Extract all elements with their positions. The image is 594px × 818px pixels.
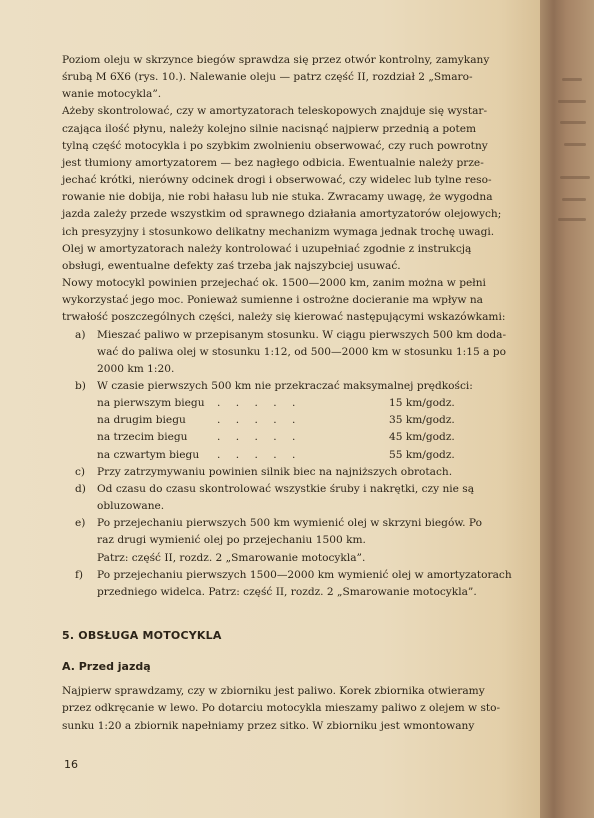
speed-table <box>62 395 528 464</box>
section-title: 5. OBSŁUGA MOTOCYKLA <box>62 629 222 642</box>
list-item: c) Przy zatrzymywaniu powinien silnik biec na najniższych obrotach. <box>62 464 528 481</box>
list-item: f) Po przejechaniu pierwszych 1500—2000 km wymienić olej w amortyzatorach przedniego widelca. Patrz: część II, rozdz. 2 „Smarowanie motocykla”. <box>75 568 512 598</box>
list-item: b) W czasie pierwszych 500 km nie przekraczać maksymalnej prędkości: <box>62 378 528 395</box>
break-in-list <box>62 327 528 602</box>
page-number: 16 <box>64 758 78 771</box>
paragraph-oil-level: Poziom oleju w skrzynce biegów sprawdza się przez otwór kontrolny, zamykany śrubą M 6X6 (rys. 10.). Nalewanie oleju — patrz część II, rozdział 2 „Smaro- wanie motocykla”. <box>62 54 490 101</box>
list-marker: f) <box>75 568 84 581</box>
speed-row: na pierwszym biegu . . . . . 15 km/godz. <box>97 397 455 410</box>
list-marker: b) <box>75 379 86 392</box>
page-content <box>62 52 528 735</box>
next-page-edge <box>540 0 594 818</box>
list-item: d) Od czasu do czasu skontrolować wszystkie śruby i nakrętki, czy nie są obluzowane. <box>75 482 475 513</box>
list-marker: a) <box>75 328 86 341</box>
list-item: a) Mieszać paliwo w przepisanym stosunku. W ciągu pierwszych 500 km doda- wać do paliwa olej w stosunku 1:12, od 500—2000 km w stosunku 1:15 a po 2000 km 1:20. <box>75 328 507 375</box>
speed-row: na czwartym biegu . . . . . 55 km/godz. <box>97 448 455 461</box>
list-item: e) Po przejechaniu pierwszych 500 km wymienić olej w skrzyni biegów. Po raz drugi wymienić olej po przejechaniu 1500 km. Patrz: część II, rozdz. 2 „Smarowanie motocykla”. <box>75 517 482 564</box>
paragraph-shock-absorbers: Ażeby skontrolować, czy w amortyzatorach teleskopowych znajduje się wystar- czająca ilość płynu, należy kolejno silnie nacisnąć najpierw przednią a potem tylną część motocykla i po szybkim zwolnieniu obserwować, czy ruch powrotny jest tłumiony amortyzatorem — bez nagłego odbicia. Ewentualnie należy prze- jechać krótki, nierówny odcinek drogi i obserwować, czy widelec lub tylne reso- rowanie nie dobija, nie robi hałasu lub nie stuka. Zwracamy uwagę, że wygodna jazda zależy przede wszystkim od sprawnego działania amortyzatorów olejowych; ich presyzyjny i stosunkowo delikatny mechanizm wymaga jednak trochę uwagi. Olej w amortyzatorach należy kontrolować i uzupełniać zgodnie z instrukcją obsługi, ewentualne defekty zaś trzeba jak najszybciej usuwać. <box>62 105 502 272</box>
speed-row: na trzecim biegu . . . . . 45 km/godz. <box>97 431 455 444</box>
list-marker: d) <box>75 482 86 495</box>
subsection-title: A. Przed jazdą <box>62 660 151 674</box>
paragraph-before-ride: Najpierw sprawdzamy, czy w zbiorniku jest paliwo. Korek zbiornika otwieramy przez odkręcanie w lewo. Po dotarciu motocykla mieszamy paliwo z olejem w sto- sunku 1:20 a zbiornik napełniamy przez sitko. W zbiorniku jest wmontowany <box>62 685 501 732</box>
speed-row: na drugim biegu . . . . . 35 km/godz. <box>97 414 455 427</box>
paragraph-break-in: Nowy motocykl powinien przejechać ok. 1500—2000 km, zanim można w pełni wykorzystać jego moc. Ponieważ sumienne i ostrożne docieranie ma wpływ na trwałość poszczególnych części, należy się kierować następującymi wskazówkami: <box>62 277 506 324</box>
list-marker: e) <box>75 517 86 530</box>
list-marker: c) <box>75 465 86 478</box>
